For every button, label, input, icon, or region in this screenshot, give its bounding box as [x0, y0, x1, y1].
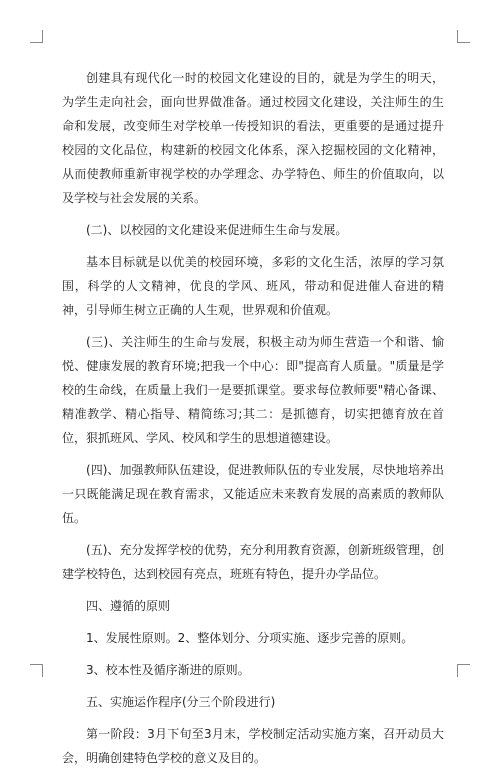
document-body: [62, 66, 444, 778]
paragraph-principle-1-2: 1、发展性原则。2、整体划分、分项实施、逐步完善的原则。: [86, 631, 414, 645]
paragraph-heading-procedure: 五、实施运作程序(分三个阶段进行): [86, 695, 276, 709]
crop-mark-top-right: [457, 30, 470, 43]
paragraph-purpose: 创建具有现代化一时的校园文化建设的目的，就是为学生的明天，为学生走向社会，面向世界做准备。通过校园文化建设，关注师生的生命和发展，改变师生对学校单一传授知识的看法，更重要的是通过提升校园的文化品位，构建新的校园文化体系，深入挖掘校园的文化精神，从而使教师重新审视学校的办学理念、办学特色、师生的价值取向，以及学校与社会发展的关系。: [62, 71, 444, 205]
paragraph-item-3: (三)、关注师生的生命与发展，积极主动为师生营造一个和谐、愉悦、健康发展的教育环境;把我一个中心：即"提高育人质量。"质量是学校的生命线，在质量上我们一是要抓课堂。要求每位教师要"精心备课、精准教学、精心指导、精简练习;其二：是抓德育，切实把德育放在首位，狠抓班风、学风、校风和学生的思想道德建设。: [62, 335, 444, 445]
crop-mark-top-left: [30, 30, 43, 43]
crop-mark-bottom-right: [457, 664, 470, 677]
paragraph-heading-2: (二)、以校园的文化建设来促进师生生命与发展。: [86, 223, 348, 237]
paragraph-item-5: (五)、充分发挥学校的优势，充分利用教育资源，创新班级管理，创建学校特色，达到校园有亮点，班班有特色，提升办学品位。: [62, 543, 444, 581]
crop-mark-bottom-left: [30, 664, 43, 677]
paragraph-stage-1: 第一阶段：3月下旬至3月末，学校制定活动实施方案，召开动员大会，明确创建特色学校的意义及目的。: [62, 727, 444, 765]
paragraph-basic-goal: 基本目标就是以优美的校园环境，多彩的文化生活，浓厚的学习氛围，科学的人文精神，优良的学风、班风，带动和促进催人奋进的精神，引导师生树立正确的人生观，世界观和价值观。: [62, 255, 444, 317]
paragraph-heading-principles: 四、遵循的原则: [86, 599, 171, 613]
paragraph-principle-3: 3、校本性及循序渐进的原则。: [86, 663, 250, 677]
paragraph-item-4: (四)、加强教师队伍建设，促进教师队伍的专业发展，尽快地培养出一只既能满足现在教育需求，又能适应未来教育发展的高素质的教师队伍。: [62, 463, 444, 525]
